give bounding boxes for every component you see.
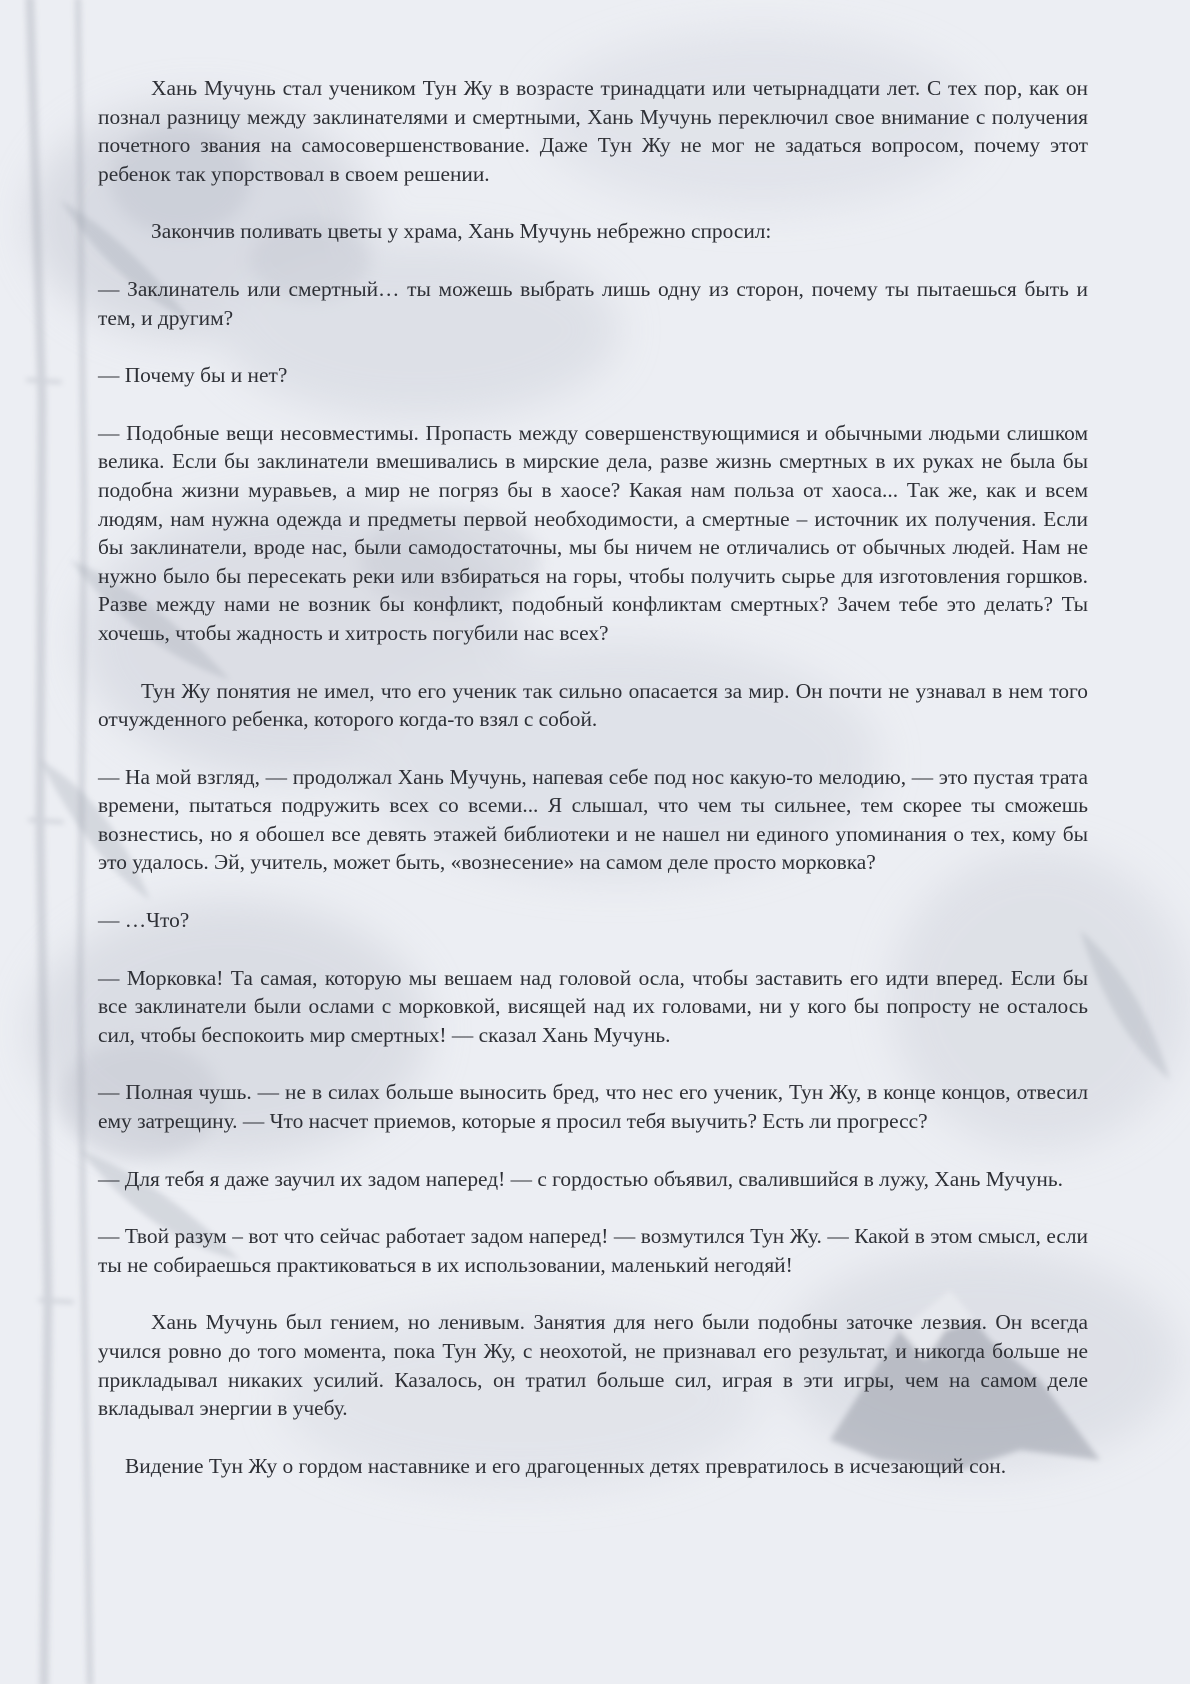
- paragraph-4: — Почему бы и нет?: [98, 363, 288, 388]
- paragraph-9: — Морковка! Та самая, которую мы вешаем над головой осла, чтобы заставить его идти вперед. Если бы все заклинатели были ослами с морковкой, висящей над их головами, ни у кого бы попросту не осталось сил, чтобы беспокоить мир смертных! — сказал Хань Мучунь.: [98, 965, 1088, 1047]
- paragraph-10: — Полная чушь. — не в силах больше выносить бред, что нес его ученик, Тун Жу, в конце концов, отвесил ему затрещину. — Что насчет приемов, которые я просил тебя выучить? Есть ли прогресс?: [98, 1080, 1088, 1134]
- paragraph-3: — Заклинатель или смертный… ты можешь выбрать лишь одну из сторон, почему ты пытаешься быть и тем, и другим?: [98, 276, 1088, 330]
- paragraph-13: Хань Мучунь был гением, но ленивым. Занятия для него были подобны заточке лезвия. Он всегда учился ровно до того момента, пока Тун Жу, с неохотой, не признавал его результат, и никогда больше не прикладывал никаких усилий. Казалось, он тратил больше сил, играя в эти игры, чем на самом деле вкладывал энергии в учебу.: [98, 1310, 1088, 1421]
- paragraph-2: Закончив поливать цветы у храма, Хань Мучунь небрежно спросил:: [151, 219, 772, 244]
- paragraph-8: — …Что?: [98, 908, 190, 933]
- paragraph-12: — Твой разум – вот что сейчас работает задом наперед! — возмутился Тун Жу. — Какой в этом смысл, если ты не собираешься практиковаться в их использовании, маленький негодяй!: [98, 1224, 1088, 1277]
- paragraph-14: Видение Тун Жу о гордом наставнике и его драгоценных детях превратилось в исчезающий сон.: [125, 1453, 1007, 1478]
- paragraph-11: — Для тебя я даже заучил их задом наперед! — с гордостью объявил, свалившийся в лужу, Хань Мучунь.: [98, 1166, 1063, 1191]
- paragraph-5: — Подобные вещи несовместимы. Пропасть между совершенствующимися и обычными людьми слишком велика. Если бы заклинатели вмешивались в мирские дела, разве жизнь смертных в их руках не была бы подобна жизни муравьев, а мир не погряз бы в хаосе? Какая нам польза от хаоса... Так же, как и всем людям, нам нужна одежда и предметы первой необходимости, а смертные – источник их получения. Если бы заклинатели, вроде нас, были самодостаточны, мы бы ничем не отличались от обычных людей. Нам не нужно было бы пересекать реки или взбираться на горы, чтобы получить сырье для изготовления горшков. Разве между нами не возник бы конфликт, подобный конфликтам смертных? Зачем тебе это делать? Ты хочешь, чтобы жадность и хитрость погубили нас всех?: [98, 420, 1088, 645]
- paragraph-7: — На мой взгляд, — продолжал Хань Мучунь, напевая себе под нос какую-то мелодию, — это пустая трата времени, пытаться подружить всех со всеми... Я слышал, что чем ты сильнее, тем скорее ты сможешь вознестись, но я обошел все девять этажей библиотеки и не нашел ни единого упоминания о тех, кому бы это удалось. Эй, учитель, может быть, «вознесение» на самом деле просто морковка?: [98, 764, 1088, 875]
- paragraph-6: Тун Жу понятия не имел, что его ученик так сильно опасается за мир. Он почти не узнавал в нем того отчужденного ребенка, которого когда-то взял с собой.: [98, 678, 1088, 732]
- document-body: [98, 74, 1088, 1509]
- paragraph-1: Хань Мучунь стал учеником Тун Жу в возрасте тринадцати или четырнадцати лет. С тех пор, как он познал разницу между заклинателями и смертными, Хань Мучунь переключил свое внимание с получения почетного звания на самосовершенствование. Даже Тун Жу не мог не задаться вопросом, почему этот ребенок так упорствовал в своем решении.: [98, 76, 1088, 186]
